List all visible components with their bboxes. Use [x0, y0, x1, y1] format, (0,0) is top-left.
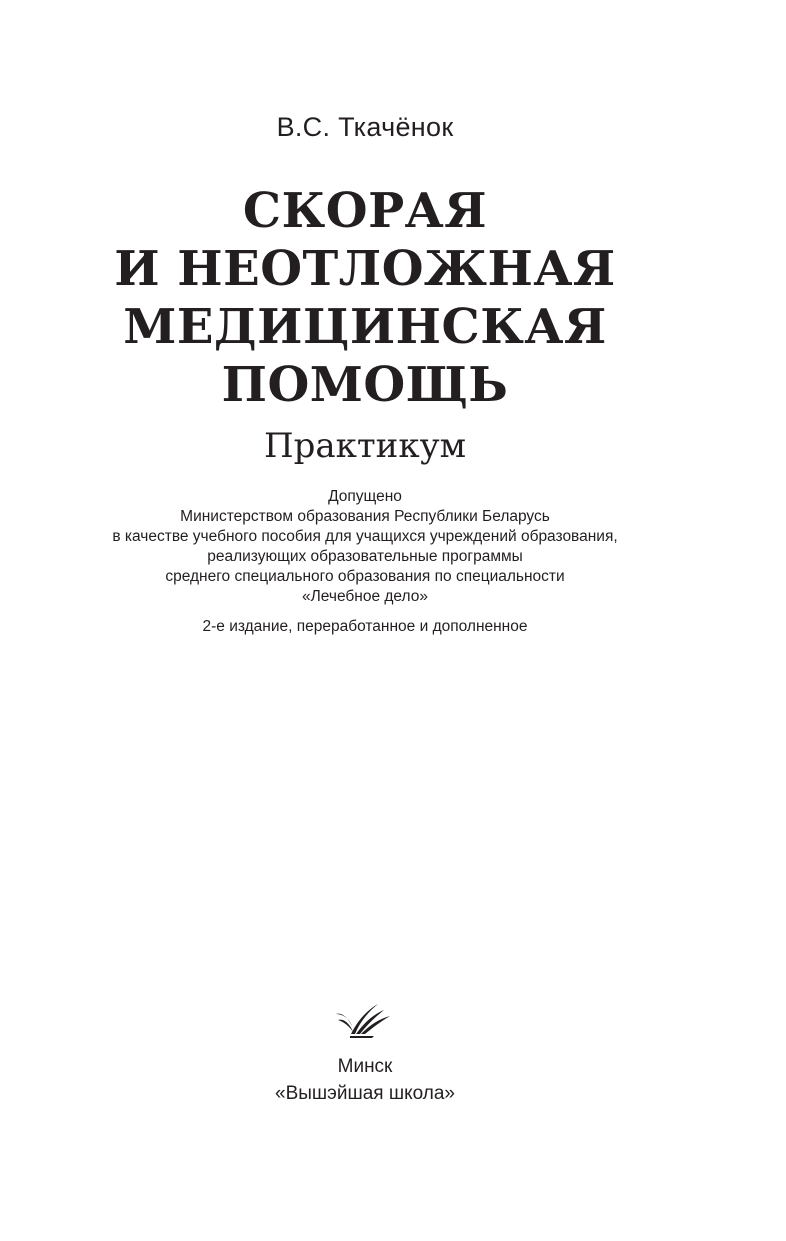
approval-line-5: среднего специального образования по специальности: [165, 568, 565, 585]
publisher-name: «Вышэйшая школа»: [275, 1083, 455, 1104]
approval-line-1: Допущено: [328, 488, 402, 505]
publisher-logo-icon: [334, 1000, 392, 1040]
approval-statement: [0, 487, 730, 607]
edition-note: 2-е издание, переработанное и дополненное: [202, 618, 528, 635]
approval-line-3: в качестве учебного пособия для учащихся учреждений образования,: [112, 528, 618, 545]
publication-city: Минск: [337, 1056, 393, 1077]
approval-line-4: реализующих образовательные программы: [207, 548, 523, 565]
title-line-2: И НЕОТЛОЖНАЯ: [114, 241, 616, 297]
book-title: [0, 182, 730, 414]
title-line-3: МЕДИЦИНСКАЯ: [123, 299, 607, 355]
author-name: В.С. Ткачёнок: [276, 112, 454, 142]
approval-line-2: Министерством образования Республики Беларусь: [180, 508, 550, 525]
approval-line-6: «Лечебное дело»: [301, 588, 428, 605]
title-line-4: ПОМОЩЬ: [221, 357, 509, 413]
book-subtitle: Практикум: [263, 426, 467, 466]
title-line-1: СКОРАЯ: [242, 183, 488, 239]
